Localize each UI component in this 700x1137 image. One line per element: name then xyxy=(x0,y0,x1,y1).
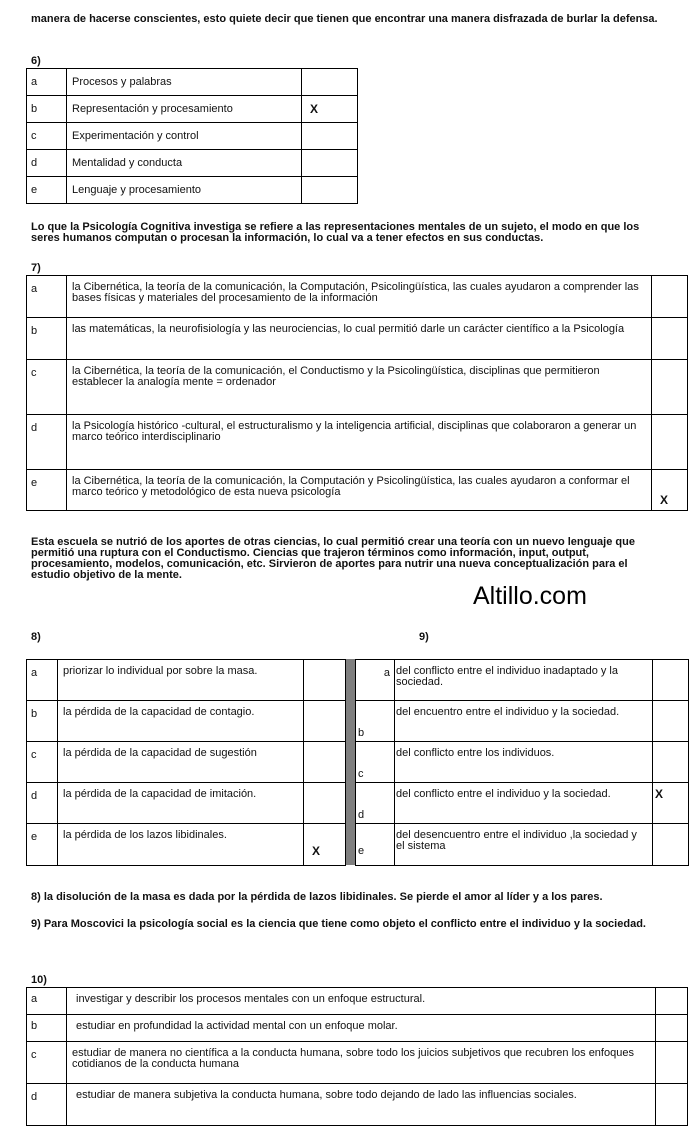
option-text: estudiar en profundidad la actividad mental con un enfoque molar. xyxy=(67,1015,656,1042)
answer-mark xyxy=(652,318,688,360)
option-letter: d xyxy=(356,783,395,824)
question-9-explanation: 9) Para Moscovici la psicología social es la ciencia que tiene como objeto el conflicto entre el individuo y la sociedad. xyxy=(31,918,646,930)
answer-mark xyxy=(302,150,358,177)
option-letter: b xyxy=(27,701,58,742)
option-letter: d xyxy=(27,783,58,824)
option-row-a xyxy=(27,69,358,96)
option-text: del conflicto entre el individuo y la sociedad. xyxy=(395,783,653,824)
question-7-number: 7) xyxy=(31,262,41,274)
option-letter: b xyxy=(27,1015,67,1042)
option-text: Lenguaje y procesamiento xyxy=(67,177,302,204)
answer-mark xyxy=(653,824,689,866)
answer-mark xyxy=(656,988,688,1015)
question-9-number: 9) xyxy=(419,631,429,643)
option-row-b xyxy=(356,701,689,742)
option-letter: a xyxy=(27,988,67,1015)
answer-mark xyxy=(302,69,358,96)
answer-mark xyxy=(304,660,346,701)
question-8-explanation: 8) la disolución de la masa es dada por la pérdida de lazos libidinales. Se pierde el amor al líder y a los pares. xyxy=(31,891,603,903)
option-row-a xyxy=(27,988,688,1015)
question-7-explanation: Esta escuela se nutrió de los aportes de otras ciencias, lo cual permitió crear una teoría con un nuevo lenguaje que permitió una ruptura con el Conductismo. Ciencias que trajeron términos como información, input, output, procesamiento, modelos, comunicación, etc. Sirvieron de aportes para nutrir una nueva conceptualización para el estudio objetivo de la mente. xyxy=(31,536,635,581)
option-row-e xyxy=(356,824,689,866)
option-row-d xyxy=(27,150,358,177)
option-row-c xyxy=(27,123,358,150)
column-divider xyxy=(346,659,355,865)
option-letter: c xyxy=(27,123,67,150)
option-row-a xyxy=(27,276,688,318)
option-letter: a xyxy=(356,660,395,701)
option-letter: a xyxy=(27,276,67,318)
answer-mark xyxy=(656,1084,688,1126)
option-text: la pérdida de la capacidad de sugestión xyxy=(58,742,304,783)
option-row-d xyxy=(27,783,346,824)
answer-mark xyxy=(652,276,688,318)
option-row-a xyxy=(27,660,346,701)
option-letter: b xyxy=(27,96,67,123)
option-row-b xyxy=(27,1015,688,1042)
option-row-d xyxy=(27,415,688,470)
option-text: Representación y procesamiento xyxy=(67,96,302,123)
answer-mark: X xyxy=(304,824,346,866)
option-letter: d xyxy=(27,415,67,470)
option-row-b xyxy=(27,96,358,123)
question-6-explanation: Lo que la Psicología Cognitiva investiga se refiere a las representaciones mentales de un sujeto, el modo en que los seres humanos computan o procesan la información, lo cual va a tener efectos en sus conductas. xyxy=(31,221,640,244)
option-letter: a xyxy=(27,69,67,96)
option-text: del encuentro entre el individuo y la sociedad. xyxy=(395,701,653,742)
option-letter: b xyxy=(27,318,67,360)
option-text: Experimentación y control xyxy=(67,123,302,150)
option-text: del desencuentro entre el individuo ,la sociedad y el sistema xyxy=(395,824,653,866)
answer-mark xyxy=(304,742,346,783)
question-10-number: 10) xyxy=(31,974,47,986)
option-text: la Cibernética, la teoría de la comunicación, la Computación, Psicolingüística, las cuales ayudaron a comprender las bases físicas y materiales del procesamiento de la información xyxy=(67,276,652,318)
option-text: la pérdida de la capacidad de imitación. xyxy=(58,783,304,824)
option-row-d xyxy=(356,783,689,824)
option-row-e xyxy=(27,824,346,866)
option-row-e xyxy=(27,470,688,511)
answer-mark xyxy=(653,701,689,742)
answer-mark xyxy=(304,783,346,824)
answer-mark: X xyxy=(652,470,688,511)
option-text: estudiar de manera subjetiva la conducta humana, sobre todo dejando de lado las influencias sociales. xyxy=(67,1084,656,1126)
option-letter: e xyxy=(27,470,67,511)
answer-mark xyxy=(656,1042,688,1084)
option-text: la Cibernética, la teoría de la comunicación, la Computación y Psicolingüística, las cuales ayudaron a conformar el marco teórico y metodológico de esta nueva psicología xyxy=(67,470,652,511)
option-letter: c xyxy=(27,742,58,783)
option-text: investigar y describir los procesos mentales con un enfoque estructural. xyxy=(67,988,656,1015)
option-row-c xyxy=(27,360,688,415)
option-text: Mentalidad y conducta xyxy=(67,150,302,177)
option-text: del conflicto entre el individuo inadaptado y la sociedad. xyxy=(395,660,653,701)
option-row-a xyxy=(356,660,689,701)
answer-mark xyxy=(302,177,358,204)
option-letter: e xyxy=(27,824,58,866)
question-8-number: 8) xyxy=(31,631,41,643)
option-letter: c xyxy=(27,360,67,415)
question-8-table xyxy=(26,659,346,866)
option-text: del conflicto entre los individuos. xyxy=(395,742,653,783)
option-text: priorizar lo individual por sobre la masa. xyxy=(58,660,304,701)
option-letter: a xyxy=(27,660,58,701)
answer-mark xyxy=(653,742,689,783)
option-text: la Psicología histórico -cultural, el estructuralismo y la inteligencia artificial, disciplinas que colaboraron a generar un marco teórico interdisciplinario xyxy=(67,415,652,470)
option-text: las matemáticas, la neurofisiología y las neurociencias, lo cual permitió darle un carácter científico a la Psicología xyxy=(67,318,652,360)
option-letter: e xyxy=(356,824,395,866)
option-text: la pérdida de los lazos libidinales. xyxy=(58,824,304,866)
watermark-logo-text: Altillo.com xyxy=(473,582,587,610)
answer-mark xyxy=(652,415,688,470)
answer-mark xyxy=(653,660,689,701)
option-text: estudiar de manera no científica a la conducta humana, sobre todo los juicios subjetivos que recubren los enfoques cotidianos de la conducta humana xyxy=(67,1042,656,1084)
answer-mark xyxy=(656,1015,688,1042)
question-6-number: 6) xyxy=(31,55,41,67)
answer-mark xyxy=(302,123,358,150)
question-9-table xyxy=(355,659,689,866)
option-row-c xyxy=(27,1042,688,1084)
option-row-b xyxy=(27,701,346,742)
option-row-c xyxy=(356,742,689,783)
option-row-e xyxy=(27,177,358,204)
question-6-table xyxy=(26,68,358,204)
answer-mark xyxy=(304,701,346,742)
option-text: la Cibernética, la teoría de la comunicación, el Conductismo y la Psicolingüística, disciplinas que permitieron establecer la analogía mente = ordenador xyxy=(67,360,652,415)
option-letter: e xyxy=(27,177,67,204)
question-10-table xyxy=(26,987,688,1126)
option-letter: d xyxy=(27,1084,67,1126)
answer-mark xyxy=(652,360,688,415)
option-letter: b xyxy=(356,701,395,742)
option-text: Procesos y palabras xyxy=(67,69,302,96)
option-row-d xyxy=(27,1084,688,1126)
question-7-table xyxy=(26,275,688,511)
intro-paragraph: manera de hacerse conscientes, esto quiete decir que tienen que encontrar una manera disfrazada de burlar la defensa. xyxy=(31,13,658,25)
option-text: la pérdida de la capacidad de contagio. xyxy=(58,701,304,742)
option-row-c xyxy=(27,742,346,783)
option-letter: c xyxy=(27,1042,67,1084)
option-letter: d xyxy=(27,150,67,177)
option-letter: c xyxy=(356,742,395,783)
answer-mark: X xyxy=(653,783,689,824)
answer-mark: X xyxy=(302,96,358,123)
option-row-b xyxy=(27,318,688,360)
